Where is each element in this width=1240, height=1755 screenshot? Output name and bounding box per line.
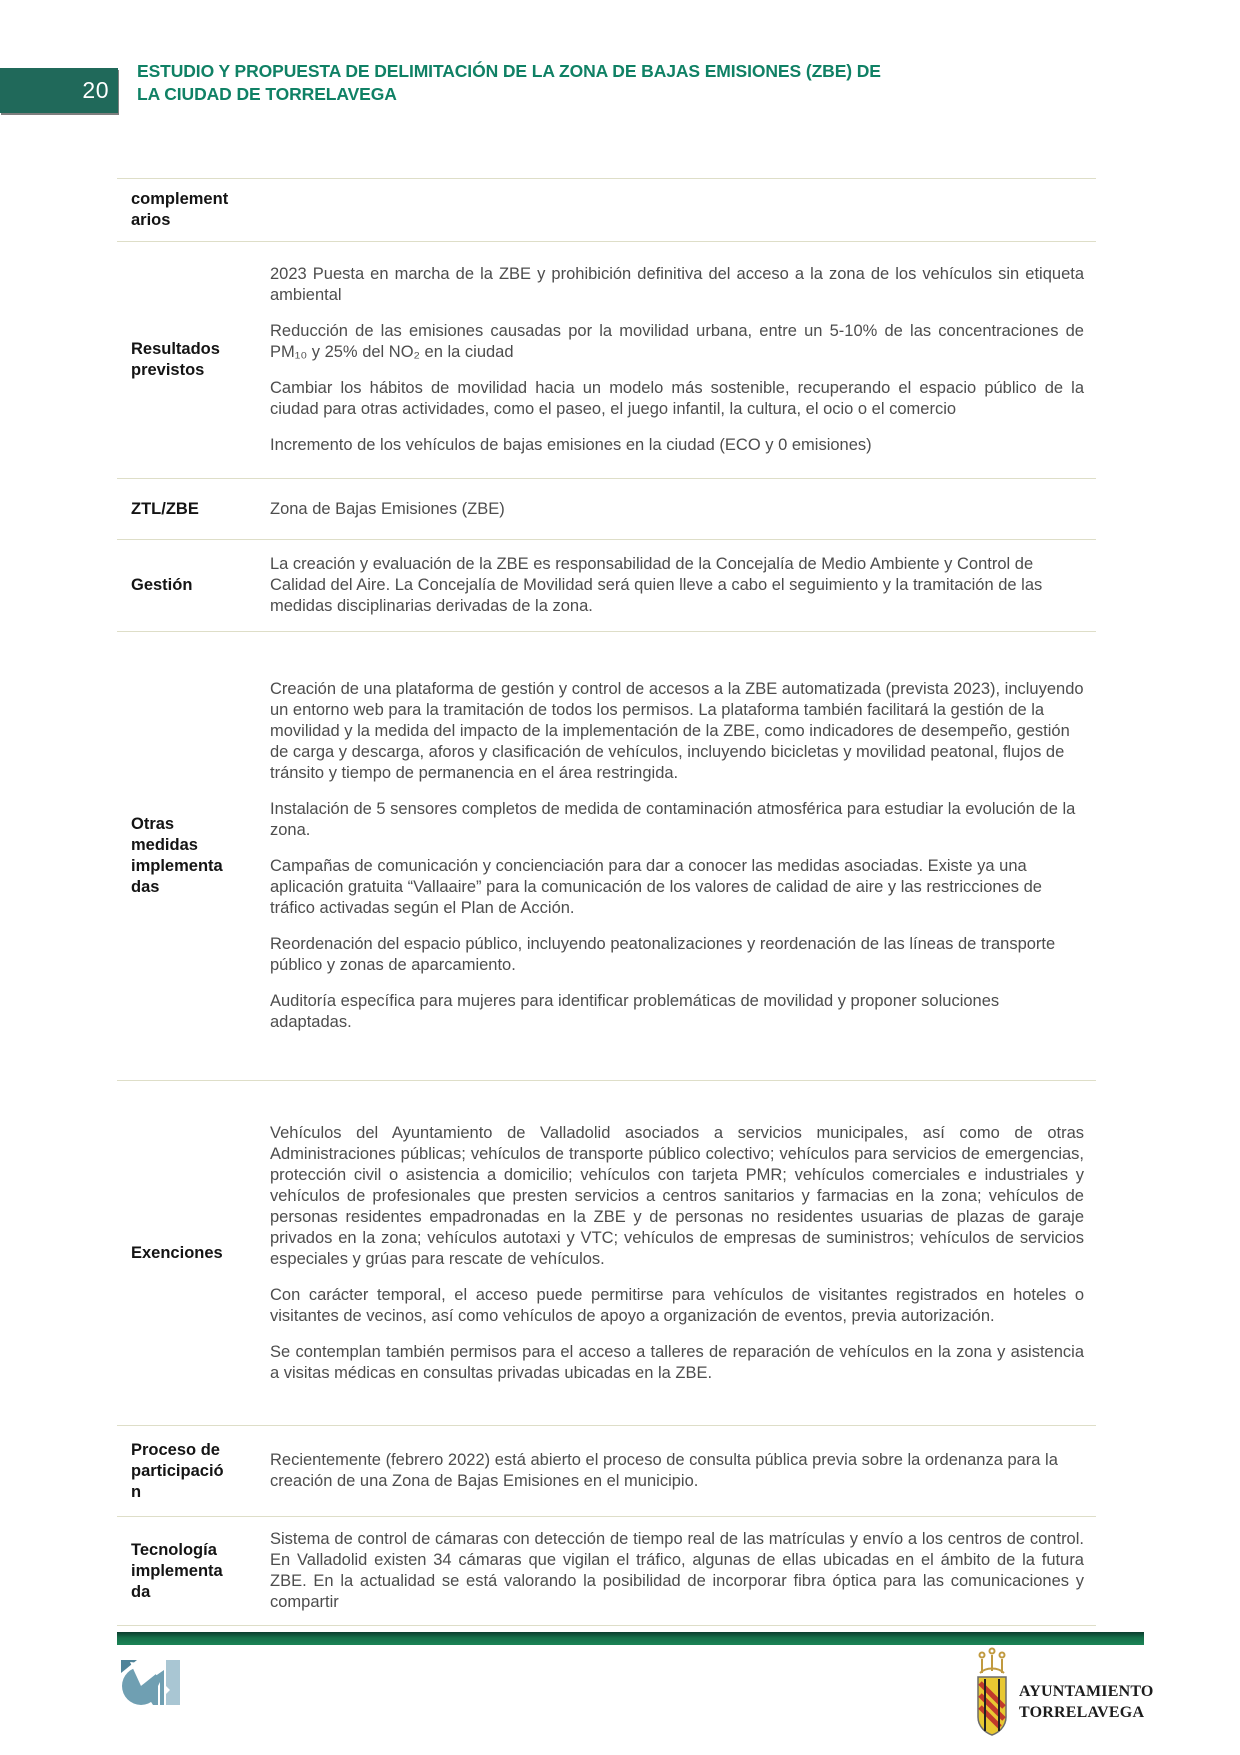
cell-paragraph: Auditoría específica para mujeres para identificar problemáticas de movilidad y proponer soluciones adaptadas. (270, 992, 1000, 1031)
cell-paragraph: Sistema de control de cámaras con detección de tiempo real de las matrículas y envío a los centros de control. En Valladolid existen 34 cámaras que vigilan el tráfico, algunas de ellas ubicadas en el ámbito de la futura ZBE. En la actualidad se está valorando la posibilidad de incorporar fibra óptica para las comunicaciones y compartir (270, 1530, 1084, 1611)
row-body (270, 542, 1096, 629)
cell-paragraph: Cambiar los hábitos de movilidad hacia un modelo más sostenible, recuperando el espacio público de la ciudad para otras actividades, como el paseo, el juego infantil, la cultura, el ocio o el comercio (270, 379, 1084, 418)
row-label: Tecnología implementada (131, 1540, 223, 1601)
row-body (270, 252, 1096, 468)
row-body (270, 667, 1096, 1045)
cell-paragraph: Reordenación del espacio público, incluyendo peatonalizaciones y reordenación de las líneas de transporte público y zonas de aparcamiento. (270, 935, 1056, 974)
municipality-line1: AYUNTAMIENTO (1019, 1683, 1154, 1700)
row-body (270, 1517, 1096, 1625)
table-row-ztl-zbe (117, 478, 1096, 539)
municipality-line2: TORRELAVEGA (1019, 1704, 1145, 1721)
table-row-exenciones (117, 1080, 1096, 1425)
table-row-resultados-previstos (117, 241, 1096, 478)
cell-paragraph: La creación y evaluación de la ZBE es responsabilidad de la Concejalía de Medio Ambiente y Control de Calidad del Aire. La Concejalía de Movilidad será quien lleve a cabo el seguimiento y la tramitación de las medidas disciplinarias derivadas de la zona. (270, 555, 1043, 615)
cell-paragraph: Incremento de los vehículos de bajas emisiones en la ciudad (ECO y 0 emisiones) (270, 436, 872, 454)
municipality-name (1019, 1681, 1154, 1723)
municipality-logo (972, 1643, 1154, 1739)
row-label: ZTL/ZBE (131, 499, 199, 518)
coat-of-arms-icon (972, 1643, 1012, 1739)
table-row-proceso-participacion (117, 1425, 1096, 1516)
table-row-otras-medidas (117, 631, 1096, 1080)
cell-paragraph: 2023 Puesta en marcha de la ZBE y prohibición definitiva del acceso a la zona de los vehículos sin etiqueta ambiental (270, 265, 1084, 304)
row-body (270, 1438, 1096, 1504)
monogram-logo (120, 1660, 184, 1711)
table-row-gestion (117, 539, 1096, 631)
page-number-block (0, 68, 118, 113)
row-label: Gestión (131, 576, 193, 594)
cell-paragraph: Se contemplan también permisos para el acceso a talleres de reparación de vehículos en la zona y asistencia a visitas médicas en consultas privadas ubicadas en la ZBE. (270, 1342, 1084, 1382)
cell-paragraph: Instalación de 5 sensores completos de medida de contaminación atmosférica para estudiar la evolución de la zona. (270, 800, 1076, 839)
row-body (270, 198, 1096, 222)
row-label: Proceso de participación (131, 1440, 224, 1501)
row-label: complementarios (131, 190, 229, 229)
row-label: Resultados previstos (131, 340, 220, 379)
row-label: Otras medidas implementadas (131, 815, 223, 896)
cell-paragraph: Recientemente (febrero 2022) está abierto el proceso de consulta pública previa sobre la ordenanza para la creación de una Zona de Bajas Emisiones en el municipio. (270, 1451, 1058, 1490)
cell-paragraph: Zona de Bajas Emisiones (ZBE) (270, 499, 505, 518)
row-label: Exenciones (131, 1243, 223, 1262)
cell-paragraph: Creación de una plataforma de gestión y control de accesos a la ZBE automatizada (prevista 2023), incluyendo un entorno web para la tramitación de todos los permisos. La plataforma también facilitará la gestión de la movilidad y la medida del impacto de la implementación de la ZBE, como indicadores de desempeño, gestión de carga y descarga, aforos y clasificación de vehículos, incluyendo bicicletas y movilidad peatonal, flujos de tránsito y tiempo de permanencia en el área restringida. (270, 680, 1084, 782)
page-title: ESTUDIO Y PROPUESTA DE DELIMITACIÓN DE LA ZONA DE BAJAS EMISIONES (ZBE) DE LA CIUDAD DE TORRELAVEGA (137, 61, 881, 104)
row-body (270, 1111, 1096, 1396)
table-row-tecnologia-implementada (117, 1516, 1096, 1625)
cell-paragraph: Con carácter temporal, el acceso puede permitirse para vehículos de visitantes registrados en hoteles o visitantes de vecinos, así como vehículos de apoyo a organización de eventos, previa autorización. (270, 1285, 1084, 1325)
row-body (270, 487, 1096, 532)
cell-paragraph: Vehículos del Ayuntamiento de Valladolid asociados a servicios municipales, así como de otras Administraciones públicas; vehículos de transporte público colectivo; vehículos para servicios de emergencias, protección civil o asistencia a domicilio; vehículos con tarjeta PMR; vehículos comerciales e industriales y vehículos de profesionales que presten servicios a centros sanitarios y farmacias en la zona; vehículos de personas residentes empadronadas en la ZBE y de personas no residentes usuarias de plazas de garaje privados en la zona; vehículos autotaxi y VTC; vehículos de empresas de suministros; vehículos de servicios especiales y grúas para rescate de vehículos. (270, 1123, 1084, 1268)
monogram-logo-icon (120, 1660, 184, 1706)
table-row-complementarios (117, 178, 1096, 241)
cell-paragraph: Campañas de comunicación y concienciación para dar a conocer las medidas asociadas. Existe ya una aplicación gratuita “Vallaaire” para la comunicación de los valores de calidad de aire y las restricciones de tráfico activadas según el Plan de Acción. (270, 857, 1042, 917)
summary-table (117, 178, 1096, 1626)
cell-paragraph: Reducción de las emisiones causadas por la movilidad urbana, entre un 5-10% de las concentraciones de PM₁₀ y 25% del NO₂ en la ciudad (270, 322, 1084, 361)
page-number: 20 (82, 77, 109, 103)
